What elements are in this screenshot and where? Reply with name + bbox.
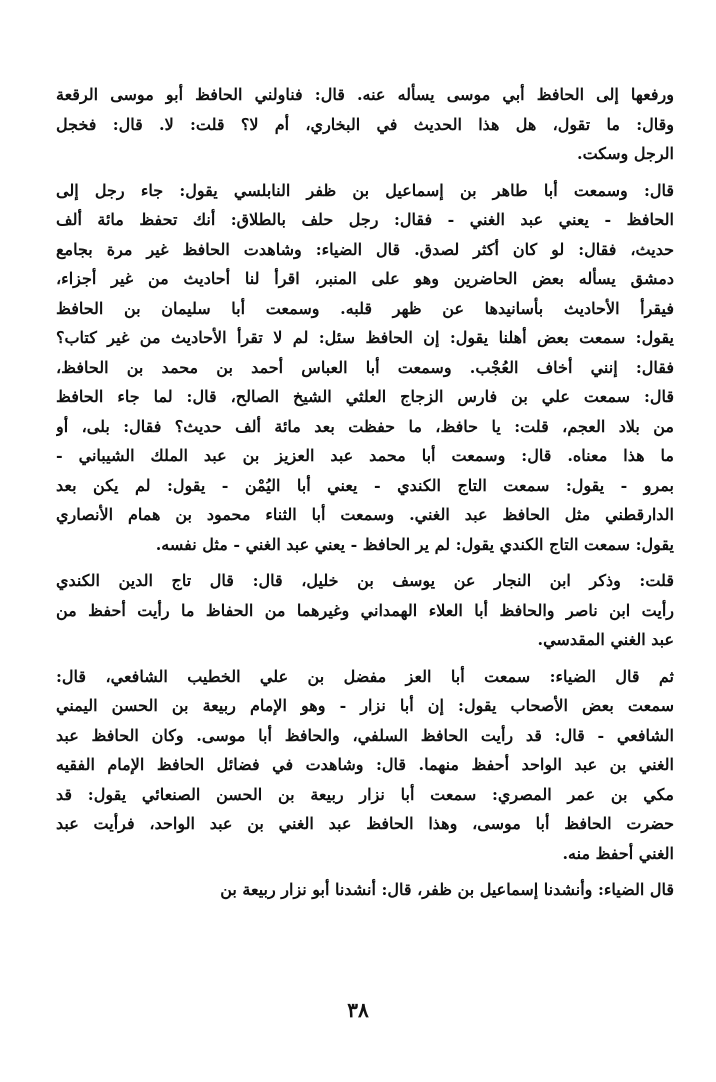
text-line: فيقرأ الأحاديث بأسانيدها عن ظهر قلبه. وسمعت أبا سليمان بن الحافظ <box>56 298 674 318</box>
text-line: ورفعها إلى الحافظ أبي موسى يسأله عنه. قال: فناولني الحافظ أبو موسى الرقعة <box>56 85 674 104</box>
text-line: سمعت بعض الأصحاب يقول: إن أبا نزار - وهو الإمام ربيعة بن الحسن اليمني <box>56 696 674 715</box>
text-line: حضرت الحافظ أبا موسى، وهذا الحافظ عبد الغني بن عبد الواحد، فرأيت عبد <box>56 814 674 833</box>
text-line: دمشق يسأله بعض الحاضرين وهو على المنبر، اقرأ لنا أحاديث من غير أجزاء، <box>56 269 674 288</box>
text-line: حديث، فقال: لو كان أكثر لصدق. قال الضياء: وشاهدت الحافظ غير مرة بجامع <box>56 239 674 259</box>
text-line: قال: وسمعت أبا طاهر بن إسماعيل بن ظفر النابلسي يقول: جاء رجل إلى <box>56 180 674 200</box>
text-line: قلت: وذكر ابن النجار عن يوسف بن خليل، قال: قال تاج الدين الكندي <box>56 571 674 590</box>
text-line: الغني أحفظ منه. <box>562 843 674 863</box>
page-number: ٣٨ <box>347 998 369 1022</box>
text-line: ما هذا معناه. قال: وسمعت أبا محمد عبد العزيز بن عبد الملك الشيباني - <box>56 446 674 465</box>
text-line: الشافعي - قال: قد رأيت الحافظ السلفي، والحافظ أبا موسى. وكان الحافظ عبد <box>56 725 674 745</box>
body-text <box>56 80 674 905</box>
text-line: الغني بن عبد الواحد أحفظ منهما. قال: وشاهدت في فضائل الحافظ الإمام الفقيه <box>56 755 674 774</box>
text-line: قال: سمعت علي بن فارس الزجاج العلثي الشيخ الصالح، قال: لما جاء الحافظ <box>56 387 674 406</box>
text-line: مكي بن عمر المصري: سمعت أبا نزار ربيعة بن الحسن الصنعائي يقول: قد <box>56 784 674 804</box>
text-line: الرجل وسكت. <box>577 144 674 163</box>
text-line: من بلاد العجم، قلت: يا حافظ، ما حفظت بعد مائة ألف حديث؟ فقال: بلى، أو <box>56 416 674 436</box>
text-line: يقول: سمعت بعض أهلنا يقول: إن الحافظ سئل: لم لا تقرأ الأحاديث من غير كتاب؟ <box>56 328 674 347</box>
text-line: عبد الغني المقدسي. <box>537 630 674 649</box>
text-line: ثم قال الضياء: سمعت أبا العز مفضل بن علي الخطيب الشافعي، قال: <box>56 666 674 686</box>
text-line: قال الضياء: وأنشدنا إسماعيل بن ظفر، قال: أنشدنا أبو نزار ربيعة بن <box>220 880 674 899</box>
text-line: الدارقطني مثل الحافظ عبد الغني. وسمعت أبا الثناء محمود بن همام الأنصاري <box>56 505 674 524</box>
text-line: وقال: ما تقول، هل هذا الحديث في البخاري، أم لا؟ قلت: لا. قال: فخجل <box>56 114 674 134</box>
text-line: بمرو - يقول: سمعت التاج الكندي - يعني أبا اليُمْن - يقول: لم يكن بعد <box>56 475 674 495</box>
text-line: الحافظ - يعني عبد الغني - فقال: رجل حلف بالطلاق: أنك تحفظ مائة ألف <box>56 210 674 229</box>
text-line: يقول: سمعت التاج الكندي يقول: لم ير الحافظ - يعني عبد الغني - مثل نفسه. <box>155 534 674 554</box>
text-line: رأيت ابن ناصر والحافظ أبا العلاء الهمداني وغيرهما من الحفاظ ما رأيت أحفظ من <box>56 600 674 620</box>
text-line: فقال: إنني أخاف العُجْب. وسمعت أبا العباس أحمد بن محمد بن الحافظ، <box>56 357 674 377</box>
